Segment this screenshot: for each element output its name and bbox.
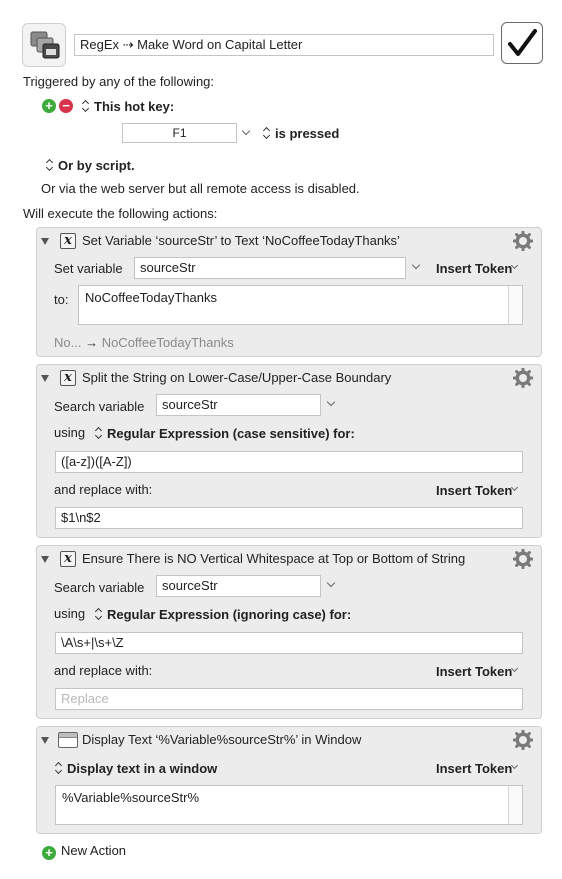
- macro-icon[interactable]: [22, 23, 66, 67]
- script-trigger-selector[interactable]: [46, 158, 135, 173]
- search-variable-field[interactable]: sourceStr: [156, 394, 321, 416]
- action-split-string[interactable]: [36, 364, 542, 538]
- regex-pattern-field[interactable]: \A\s+|\s+\Z: [55, 632, 523, 654]
- set-variable-label: Set variable: [54, 261, 123, 276]
- remove-trigger-icon[interactable]: −: [59, 99, 73, 113]
- add-trigger-icon[interactable]: +: [42, 99, 56, 113]
- display-mode-label: Display text in a window: [67, 761, 218, 776]
- window-icon: [58, 732, 78, 748]
- gear-icon[interactable]: [513, 231, 533, 251]
- gear-icon[interactable]: [513, 368, 533, 388]
- variable-x-icon: x: [60, 551, 76, 567]
- disclosure-triangle-icon[interactable]: [41, 238, 49, 245]
- hotkey-field[interactable]: F1: [122, 123, 237, 143]
- macro-enabled-checkbox[interactable]: [501, 22, 543, 64]
- macro-name-field[interactable]: RegEx ⇢ Make Word on Capital Letter: [74, 34, 494, 56]
- display-text-value: %Variable%sourceStr%: [62, 790, 200, 805]
- using-label: using: [54, 606, 86, 621]
- action-title[interactable]: Split the String on Lower-Case/Upper-Case Boundary: [82, 370, 392, 385]
- insert-token-label: Insert Token: [436, 761, 513, 776]
- hotkey-trigger-label: This hot key:: [94, 99, 175, 114]
- regex-mode-selector[interactable]: [95, 426, 355, 441]
- action-title[interactable]: Set Variable ‘sourceStr’ to Text ‘NoCoffeeTodayThanks’: [82, 233, 400, 248]
- gear-icon[interactable]: [513, 549, 533, 569]
- disclosure-triangle-icon[interactable]: [41, 556, 49, 563]
- triggers-heading: Triggered by any of the following:: [23, 74, 215, 89]
- replacement-field[interactable]: $1\n$2: [55, 507, 523, 529]
- new-action-label: New Action: [61, 843, 127, 858]
- display-text-field[interactable]: [55, 785, 523, 825]
- web-server-note: Or via the web server but all remote access is disabled.: [41, 181, 360, 196]
- text-value-field[interactable]: [78, 285, 523, 325]
- to-label: to:: [54, 292, 69, 307]
- regex-mode-selector[interactable]: [95, 607, 351, 622]
- regex-mode-label: Regular Expression (ignoring case) for:: [107, 607, 352, 622]
- add-action-icon: +: [42, 846, 56, 860]
- updown-chevron-icon: [95, 608, 103, 620]
- result-preview: [54, 335, 234, 350]
- arrow-right-icon: →: [85, 335, 99, 350]
- action-set-variable[interactable]: [36, 227, 542, 357]
- gear-icon[interactable]: [513, 730, 533, 750]
- insert-token-label: Insert Token: [436, 261, 513, 276]
- hotkey-state-label: is pressed: [275, 126, 340, 141]
- search-variable-field[interactable]: sourceStr: [156, 575, 321, 597]
- insert-token-button[interactable]: [436, 483, 512, 498]
- disclosure-triangle-icon[interactable]: [41, 737, 49, 744]
- text-value: NoCoffeeTodayThanks: [85, 290, 218, 305]
- preview-value: NoCoffeeTodayThanks: [98, 335, 234, 350]
- action-trim-whitespace[interactable]: [36, 545, 542, 719]
- updown-chevron-icon: [46, 159, 54, 171]
- new-action-button[interactable]: [42, 843, 126, 860]
- disclosure-triangle-icon[interactable]: [41, 375, 49, 382]
- display-mode-selector[interactable]: [55, 761, 217, 776]
- using-label: using: [54, 425, 86, 440]
- updown-chevron-icon: [55, 762, 63, 774]
- preview-prefix: No...: [54, 335, 86, 350]
- variable-dropdown-icon[interactable]: [412, 261, 420, 269]
- regex-pattern-field[interactable]: ([a-z])([A-Z]): [55, 451, 523, 473]
- hotkey-dropdown-icon[interactable]: [242, 127, 250, 135]
- actions-heading: Will execute the following actions:: [23, 206, 218, 221]
- action-title[interactable]: Ensure There is NO Vertical Whitespace at Top or Bottom of String: [82, 551, 466, 566]
- text-scrollbar[interactable]: [508, 786, 522, 824]
- variable-x-icon: x: [60, 233, 76, 249]
- insert-token-label: Insert Token: [436, 483, 513, 498]
- replace-label: and replace with:: [54, 663, 153, 678]
- action-title[interactable]: Display Text ‘%Variable%sourceStr%’ in Window: [82, 732, 362, 747]
- insert-token-label: Insert Token: [436, 664, 513, 679]
- replacement-field[interactable]: Replace: [55, 688, 523, 710]
- regex-mode-label: Regular Expression (case sensitive) for:: [107, 426, 355, 441]
- search-variable-label: Search variable: [54, 580, 145, 595]
- checkmark-icon: [502, 23, 542, 63]
- updown-chevron-icon: [95, 427, 103, 439]
- search-variable-dropdown-icon[interactable]: [327, 398, 335, 406]
- search-variable-dropdown-icon[interactable]: [327, 579, 335, 587]
- insert-token-button[interactable]: [436, 664, 512, 679]
- replace-label: and replace with:: [54, 482, 153, 497]
- text-scrollbar[interactable]: [508, 286, 522, 324]
- hotkey-state-selector[interactable]: [263, 126, 339, 141]
- insert-token-button[interactable]: [436, 261, 512, 276]
- updown-chevron-icon: [263, 127, 271, 139]
- variable-x-icon: x: [60, 370, 76, 386]
- insert-token-button[interactable]: [436, 761, 512, 776]
- variable-name-field[interactable]: sourceStr: [134, 257, 406, 279]
- search-variable-label: Search variable: [54, 399, 145, 414]
- action-display-text[interactable]: [36, 726, 542, 834]
- hotkey-trigger-selector[interactable]: [82, 99, 174, 114]
- script-trigger-label: Or by script.: [58, 158, 135, 173]
- updown-chevron-icon: [82, 100, 90, 112]
